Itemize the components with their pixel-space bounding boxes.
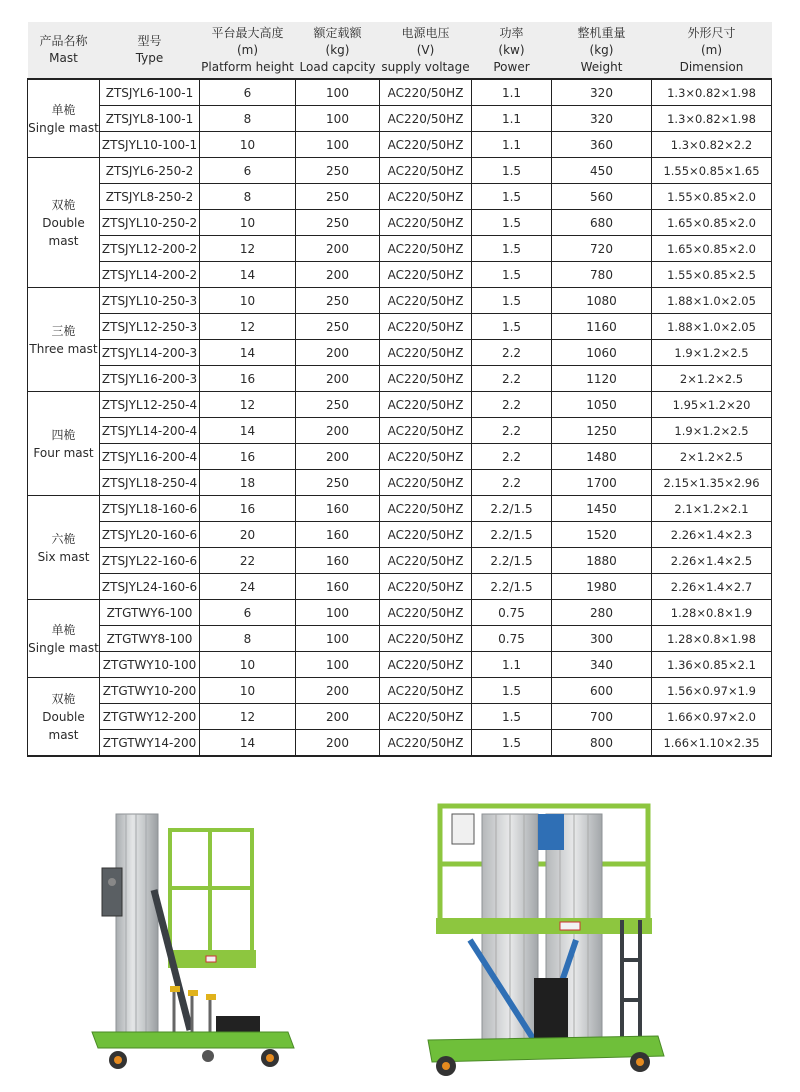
table-cell: 20 [200, 522, 296, 548]
table-cell: AC220/50HZ [380, 132, 472, 158]
spec-table [27, 22, 772, 757]
table-cell: ZTSJYL16-200-3 [100, 366, 200, 392]
table-cell: 100 [296, 106, 380, 132]
table-cell: ZTSJYL22-160-6 [100, 548, 200, 574]
mast-cn: 双桅 [51, 691, 76, 706]
mast-cn: 单桅 [51, 102, 76, 117]
table-row [28, 626, 772, 652]
table-cell: 160 [296, 548, 380, 574]
header-cell [296, 22, 380, 79]
table-header-row [28, 22, 772, 79]
control-box [452, 814, 474, 844]
mast-group-cell [28, 600, 100, 678]
table-cell: 2.2/1.5 [472, 496, 552, 522]
table-cell: 12 [200, 392, 296, 418]
table-cell: 1.28×0.8×1.9 [652, 600, 772, 626]
table-cell: 0.75 [472, 626, 552, 652]
table-row [28, 132, 772, 158]
table-row [28, 184, 772, 210]
header-cell [472, 22, 552, 79]
table-cell: 2.2 [472, 444, 552, 470]
table-cell: 160 [296, 496, 380, 522]
table-cell: 100 [296, 600, 380, 626]
table-cell: 1.1 [472, 132, 552, 158]
table-cell: 8 [200, 184, 296, 210]
table-cell: 6 [200, 158, 296, 184]
table-cell: 200 [296, 418, 380, 444]
table-cell: 8 [200, 106, 296, 132]
table-row [28, 106, 772, 132]
table-cell: 1.5 [472, 288, 552, 314]
table-cell: 1.9×1.2×2.5 [652, 340, 772, 366]
table-cell: 200 [296, 730, 380, 757]
mast-group-cell [28, 392, 100, 496]
table-cell: AC220/50HZ [380, 600, 472, 626]
table-cell: ZTSJYL8-250-2 [100, 184, 200, 210]
table-cell: 1.5 [472, 184, 552, 210]
header-cn: 整机重量 [577, 25, 626, 40]
table-cell: 100 [296, 79, 380, 106]
table-cell: 1.56×0.97×1.9 [652, 678, 772, 704]
table-cell: 1480 [552, 444, 652, 470]
table-cell: 1050 [552, 392, 652, 418]
table-cell: 200 [296, 444, 380, 470]
table-cell: 1.88×1.0×2.05 [652, 314, 772, 340]
table-row [28, 522, 772, 548]
header-cn: 电源电压 [401, 25, 450, 40]
table-cell: AC220/50HZ [380, 366, 472, 392]
table-cell: ZTSJYL6-100-1 [100, 79, 200, 106]
table-row [28, 262, 772, 288]
table-cell: 300 [552, 626, 652, 652]
header-en: Weight [580, 59, 623, 74]
table-cell: AC220/50HZ [380, 106, 472, 132]
table-cell: 22 [200, 548, 296, 574]
table-cell: 1700 [552, 470, 652, 496]
table-cell: 1880 [552, 548, 652, 574]
table-cell: 1.65×0.85×2.0 [652, 236, 772, 262]
table-cell: 2.26×1.4×2.7 [652, 574, 772, 600]
table-cell: 1.1 [472, 106, 552, 132]
header-en: Type [135, 51, 164, 65]
table-cell: AC220/50HZ [380, 574, 472, 600]
header-sub: (m) [236, 42, 259, 57]
table-cell: AC220/50HZ [380, 652, 472, 678]
header-en: Mast [49, 51, 78, 65]
header-en: Platform height [201, 59, 294, 74]
table-cell: 800 [552, 730, 652, 757]
table-row [28, 158, 772, 184]
mast-cn: 三桅 [51, 323, 76, 338]
table-cell: 340 [552, 652, 652, 678]
mast-cn: 四桅 [51, 427, 76, 442]
table-cell: 1.5 [472, 236, 552, 262]
table-cell: 1.55×0.85×2.0 [652, 184, 772, 210]
table-cell: 10 [200, 652, 296, 678]
table-cell: 0.75 [472, 600, 552, 626]
table-cell: 10 [200, 678, 296, 704]
table-cell: 250 [296, 392, 380, 418]
table-cell: 12 [200, 314, 296, 340]
table-cell: 2×1.2×2.5 [652, 366, 772, 392]
table-body [28, 79, 772, 756]
table-cell: 1.1 [472, 79, 552, 106]
table-cell: 1.5 [472, 262, 552, 288]
table-cell: 12 [200, 704, 296, 730]
table-cell: 160 [296, 574, 380, 600]
table-cell: 1.5 [472, 678, 552, 704]
double-mast-lift-photo [426, 800, 666, 1082]
wheels [109, 1049, 279, 1069]
table-cell: AC220/50HZ [380, 704, 472, 730]
header-cell [100, 22, 200, 79]
table-cell: 2.2/1.5 [472, 548, 552, 574]
table-cell: 10 [200, 210, 296, 236]
table-cell: ZTSJYL10-250-2 [100, 210, 200, 236]
header-sub: (V) [416, 42, 435, 57]
table-cell: ZTSJYL10-100-1 [100, 132, 200, 158]
table-cell: 250 [296, 210, 380, 236]
mast-cn: 单桅 [51, 622, 76, 637]
table-cell: 1.5 [472, 704, 552, 730]
table-cell: 2.2 [472, 366, 552, 392]
table-row [28, 210, 772, 236]
header-cell [200, 22, 296, 79]
table-cell: 2×1.2×2.5 [652, 444, 772, 470]
table-cell: 1.1 [472, 652, 552, 678]
table-cell: ZTSJYL18-250-4 [100, 470, 200, 496]
single-mast-lift-photo [88, 810, 300, 1080]
header-sub: (kg) [325, 42, 350, 57]
table-row [28, 444, 772, 470]
table-cell: 1.3×0.82×2.2 [652, 132, 772, 158]
table-cell: 2.2 [472, 470, 552, 496]
table-cell: 2.1×1.2×2.1 [652, 496, 772, 522]
table-cell: 1.9×1.2×2.5 [652, 418, 772, 444]
table-cell: 1.65×0.85×2.0 [652, 210, 772, 236]
table-row [28, 418, 772, 444]
table-cell: 100 [296, 652, 380, 678]
table-cell: ZTSJYL14-200-2 [100, 262, 200, 288]
table-cell: 1.5 [472, 210, 552, 236]
mast-group-cell [28, 288, 100, 392]
table-cell: 2.2/1.5 [472, 522, 552, 548]
table-row [28, 314, 772, 340]
table-cell: 450 [552, 158, 652, 184]
warning-label [206, 956, 216, 962]
table-cell: AC220/50HZ [380, 262, 472, 288]
table-cell: 2.2 [472, 340, 552, 366]
mast-en: Three mast [29, 341, 98, 356]
ladder [622, 920, 640, 1050]
mast-en: Four mast [33, 445, 94, 460]
mast-group-cell [28, 79, 100, 158]
table-cell: 16 [200, 496, 296, 522]
table-cell: 250 [296, 158, 380, 184]
platform-floor [436, 918, 652, 934]
table-cell: 12 [200, 236, 296, 262]
table-cell: 200 [296, 340, 380, 366]
table-cell: 14 [200, 418, 296, 444]
table-row [28, 79, 772, 106]
table-cell: 1.55×0.85×1.65 [652, 158, 772, 184]
table-cell: 1980 [552, 574, 652, 600]
table-cell: 1520 [552, 522, 652, 548]
table-cell: 2.2 [472, 418, 552, 444]
mast-group-cell [28, 678, 100, 757]
header-en: supply voltage [381, 59, 470, 74]
table-cell: ZTGTWY10-200 [100, 678, 200, 704]
table-cell: 1.5 [472, 730, 552, 757]
table-row [28, 704, 772, 730]
table-cell: ZTSJYL12-250-4 [100, 392, 200, 418]
table-row [28, 340, 772, 366]
table-cell: 1160 [552, 314, 652, 340]
table-row [28, 236, 772, 262]
table-cell: AC220/50HZ [380, 418, 472, 444]
header-cn: 型号 [137, 34, 162, 48]
table-cell: 16 [200, 366, 296, 392]
table-cell: 600 [552, 678, 652, 704]
table-cell: ZTSJYL20-160-6 [100, 522, 200, 548]
platform-cage [170, 830, 252, 962]
table-cell: ZTGTWY8-100 [100, 626, 200, 652]
table-cell: 780 [552, 262, 652, 288]
base-chassis [92, 1032, 294, 1048]
table-cell: 560 [552, 184, 652, 210]
mast-en: Six mast [37, 549, 90, 564]
table-row [28, 366, 772, 392]
header-sub: (kg) [589, 42, 614, 57]
table-cell: AC220/50HZ [380, 210, 472, 236]
mast-top-plate [538, 814, 564, 850]
table-row [28, 548, 772, 574]
table-cell: 1.55×0.85×2.5 [652, 262, 772, 288]
table-cell: ZTSJYL10-250-3 [100, 288, 200, 314]
table-cell: AC220/50HZ [380, 444, 472, 470]
table-row [28, 496, 772, 522]
table-cell: 1060 [552, 340, 652, 366]
table-cell: 2.26×1.4×2.3 [652, 522, 772, 548]
table-cell: 320 [552, 106, 652, 132]
table-cell: 720 [552, 236, 652, 262]
table-cell: AC220/50HZ [380, 470, 472, 496]
table-cell: 680 [552, 210, 652, 236]
table-cell: 2.15×1.35×2.96 [652, 470, 772, 496]
header-en: Dimension [679, 59, 744, 74]
table-cell: AC220/50HZ [380, 79, 472, 106]
table-cell: AC220/50HZ [380, 314, 472, 340]
table-cell: 200 [296, 236, 380, 262]
battery-pack [216, 1016, 260, 1034]
table-cell: 1120 [552, 366, 652, 392]
table-cell: AC220/50HZ [380, 184, 472, 210]
table-cell: ZTSJYL8-100-1 [100, 106, 200, 132]
table-cell: 1.95×1.2×20 [652, 392, 772, 418]
table-cell: 10 [200, 132, 296, 158]
mast-en: Double mast [42, 215, 85, 248]
mast-cn: 六桅 [51, 531, 76, 546]
table-cell: ZTGTWY12-200 [100, 704, 200, 730]
table-cell: 1.5 [472, 314, 552, 340]
table-cell: 6 [200, 79, 296, 106]
table-cell: AC220/50HZ [380, 496, 472, 522]
table-cell: 320 [552, 79, 652, 106]
table-cell: AC220/50HZ [380, 730, 472, 757]
table-cell: ZTGTWY14-200 [100, 730, 200, 757]
control-box [102, 868, 122, 916]
table-cell: 280 [552, 600, 652, 626]
table-cell: 10 [200, 288, 296, 314]
mast-en: Double mast [42, 709, 85, 742]
table-cell: 1.66×1.10×2.35 [652, 730, 772, 757]
table-row [28, 600, 772, 626]
header-cell [552, 22, 652, 79]
mast-en: Single mast [28, 120, 99, 135]
table-cell: 1.3×0.82×1.98 [652, 79, 772, 106]
table-cell: AC220/50HZ [380, 522, 472, 548]
header-cn: 额定载额 [313, 25, 362, 40]
table-cell: 1250 [552, 418, 652, 444]
table-cell: ZTSJYL18-160-6 [100, 496, 200, 522]
table-cell: 1450 [552, 496, 652, 522]
table-cell: AC220/50HZ [380, 548, 472, 574]
table-cell: ZTSJYL14-200-4 [100, 418, 200, 444]
header-cn: 产品名称 [39, 34, 88, 48]
table-cell: 1.28×0.8×1.98 [652, 626, 772, 652]
table-cell: AC220/50HZ [380, 392, 472, 418]
table-row [28, 392, 772, 418]
table-cell: 100 [296, 626, 380, 652]
table-cell: AC220/50HZ [380, 236, 472, 262]
table-cell: 18 [200, 470, 296, 496]
header-cell [652, 22, 772, 79]
battery-pack [534, 978, 568, 1040]
table-row [28, 652, 772, 678]
table-cell: 16 [200, 444, 296, 470]
table-cell: 100 [296, 132, 380, 158]
table-cell: 250 [296, 184, 380, 210]
table-cell: ZTSJYL6-250-2 [100, 158, 200, 184]
table-row [28, 678, 772, 704]
table-cell: ZTGTWY6-100 [100, 600, 200, 626]
table-cell: 1.5 [472, 158, 552, 184]
table-cell: 250 [296, 314, 380, 340]
table-cell: 1080 [552, 288, 652, 314]
table-cell: 250 [296, 470, 380, 496]
header-cn: 功率 [499, 25, 524, 40]
table-cell: 14 [200, 262, 296, 288]
base-chassis [428, 1036, 664, 1062]
table-cell: 700 [552, 704, 652, 730]
table-cell: AC220/50HZ [380, 340, 472, 366]
table-cell: AC220/50HZ [380, 288, 472, 314]
table-cell: AC220/50HZ [380, 626, 472, 652]
table-cell: AC220/50HZ [380, 158, 472, 184]
table-cell: ZTGTWY10-100 [100, 652, 200, 678]
table-cell: 1.88×1.0×2.05 [652, 288, 772, 314]
header-en: Load capcity [299, 59, 376, 74]
table-cell: 200 [296, 366, 380, 392]
table-cell: 250 [296, 288, 380, 314]
mast-cn: 双桅 [51, 197, 76, 212]
table-cell: AC220/50HZ [380, 678, 472, 704]
mast-en: Single mast [28, 640, 99, 655]
header-en: Power [493, 59, 530, 74]
mast-group-cell [28, 158, 100, 288]
table-cell: 1.36×0.85×2.1 [652, 652, 772, 678]
table-cell: 1.66×0.97×2.0 [652, 704, 772, 730]
table-cell: 2.2/1.5 [472, 574, 552, 600]
table-cell: ZTSJYL14-200-3 [100, 340, 200, 366]
table-cell: ZTSJYL16-200-4 [100, 444, 200, 470]
table-cell: 2.2 [472, 392, 552, 418]
table-row [28, 470, 772, 496]
table-cell: 2.26×1.4×2.5 [652, 548, 772, 574]
table-cell: ZTSJYL24-160-6 [100, 574, 200, 600]
table-cell: 200 [296, 704, 380, 730]
mast [116, 814, 158, 1040]
table-cell: ZTSJYL12-250-3 [100, 314, 200, 340]
table-row [28, 730, 772, 757]
table-row [28, 288, 772, 314]
header-sub: (kw) [498, 42, 525, 57]
table-row [28, 574, 772, 600]
table-cell: 160 [296, 522, 380, 548]
table-cell: 200 [296, 262, 380, 288]
header-cell [28, 22, 100, 79]
header-cn: 平台最大高度 [211, 25, 284, 40]
table-cell: 14 [200, 730, 296, 757]
table-cell: 24 [200, 574, 296, 600]
header-cell [380, 22, 472, 79]
header-cn: 外形尺寸 [687, 25, 736, 40]
table-cell: 1.3×0.82×1.98 [652, 106, 772, 132]
table-cell: ZTSJYL12-200-2 [100, 236, 200, 262]
table-cell: 200 [296, 678, 380, 704]
table-cell: 6 [200, 600, 296, 626]
warning-label [560, 922, 580, 930]
table-cell: 8 [200, 626, 296, 652]
mast-group-cell [28, 496, 100, 600]
table-cell: 360 [552, 132, 652, 158]
table-cell: 14 [200, 340, 296, 366]
header-sub: (m) [700, 42, 723, 57]
